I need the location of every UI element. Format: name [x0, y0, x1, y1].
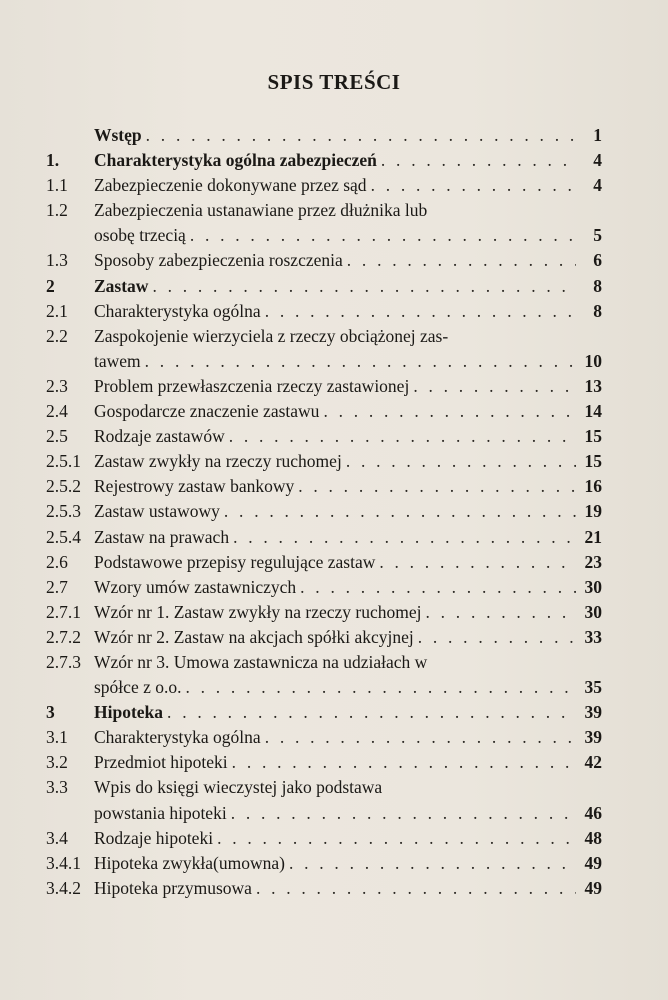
toc-entry-number: 2.7.3	[46, 651, 81, 672]
toc-entry-number: 3.4	[46, 827, 68, 848]
toc-entry-title: tawem	[94, 350, 141, 371]
toc-entry-number: 2.7	[46, 576, 68, 597]
dot-leader	[167, 700, 576, 725]
toc-entry-page-number: 48	[584, 827, 602, 848]
toc-entry-title-line1: Wpis do księgi wieczystej jako podstawa	[94, 777, 383, 798]
dot-leader	[323, 399, 576, 424]
dot-leader	[379, 550, 576, 575]
toc-entry-number: 3.4.1	[46, 852, 81, 873]
toc-entry-number: 3	[46, 702, 55, 723]
toc-entry-title: Hipoteka	[94, 702, 164, 723]
toc-entry-number: 1.1	[46, 175, 68, 196]
toc-entry	[46, 148, 602, 173]
toc-entry-number: 2.7.2	[46, 626, 81, 647]
toc-entry-title: spółce z o.o.	[94, 677, 182, 698]
toc-entry	[46, 499, 602, 524]
dot-leader	[145, 349, 576, 374]
toc-entry-page-number: 13	[584, 375, 602, 396]
toc-entry-number: 2.5.3	[46, 501, 81, 522]
toc-entry-title: Rodzaje zastawów	[94, 426, 225, 447]
toc-entry-page-number: 30	[584, 576, 602, 597]
toc-entry-number: 3.4.2	[46, 877, 81, 898]
toc-entry-number: 2.6	[46, 551, 68, 572]
toc-entry	[46, 525, 602, 550]
dot-leader	[233, 525, 576, 550]
dot-leader	[347, 248, 576, 273]
dot-leader	[289, 851, 576, 876]
dot-leader	[231, 801, 576, 826]
toc-entry-title: Wzór nr 1. Zastaw zwykły na rzeczy ruchomej	[94, 601, 422, 622]
toc-entry-title: osobę trzecią	[94, 225, 186, 246]
toc-entry	[46, 299, 602, 324]
toc-entry	[46, 374, 602, 399]
dot-leader	[190, 223, 576, 248]
dot-leader	[346, 449, 576, 474]
toc-entry-title: Charakterystyka ogólna	[94, 300, 261, 321]
toc-entry-title: Wzory umów zastawniczych	[94, 576, 297, 597]
toc-entry-page-number: 8	[593, 275, 602, 296]
toc-entry-title: Hipoteka zwykła(umowna)	[94, 852, 285, 873]
toc-entry	[46, 198, 602, 248]
toc-entry-page-number: 49	[584, 852, 602, 873]
toc-entry-page-number: 33	[584, 626, 602, 647]
dot-leader	[146, 123, 576, 148]
toc-entry-page-number: 8	[593, 300, 602, 321]
toc-entry	[46, 324, 602, 374]
toc-entry	[46, 123, 602, 148]
toc-entry-page-number: 39	[584, 702, 602, 723]
toc-entry	[46, 173, 602, 198]
toc-entry	[46, 550, 602, 575]
toc-entry-page-number: 39	[584, 727, 602, 748]
dot-leader	[152, 274, 576, 299]
toc-entry-title: Hipoteka przymusowa	[94, 877, 252, 898]
toc-entry-page-number: 49	[584, 877, 602, 898]
dot-leader	[217, 826, 576, 851]
toc-entry-number: 2.2	[46, 325, 68, 346]
toc-entry-page-number: 14	[584, 401, 602, 422]
toc-entry-title-line1: Zabezpieczenia ustanawiane przez dłużnika lub	[94, 200, 428, 221]
toc-entry	[46, 274, 602, 299]
dot-leader	[381, 148, 576, 173]
toc-entry-number: 1.2	[46, 200, 68, 221]
dot-leader	[185, 675, 576, 700]
toc-entry-number: 2.5.4	[46, 526, 81, 547]
toc-entry	[46, 575, 602, 600]
toc-entry-number: 3.2	[46, 752, 68, 773]
toc-entry-title: Wstęp	[94, 125, 142, 145]
toc-entry	[46, 750, 602, 775]
toc-entry	[46, 700, 602, 725]
toc-entry-page-number: 15	[584, 451, 602, 472]
toc-entry-page-number: 42	[584, 752, 602, 773]
dot-leader	[256, 876, 576, 901]
dot-leader	[418, 625, 576, 650]
toc-entry-title: Zastaw na prawach	[94, 526, 230, 547]
toc-entry-number: 3.1	[46, 727, 68, 748]
toc-entry-page-number: 10	[584, 350, 602, 371]
toc-entry-number: 3.3	[46, 777, 68, 798]
toc-entry	[46, 826, 602, 851]
toc-entry-page-number: 35	[584, 677, 602, 698]
table-of-contents	[46, 123, 602, 901]
toc-entry-title: Charakterystyka ogólna zabezpieczeń	[94, 150, 377, 171]
toc-entry	[46, 650, 602, 700]
toc-entry-title: powstania hipoteki	[94, 802, 227, 823]
toc-entry-title: Wzór nr 2. Zastaw na akcjach spółki akcyjnej	[94, 626, 414, 647]
toc-entry-title: Gospodarcze znaczenie zastawu	[94, 401, 320, 422]
toc-entry-title: Podstawowe przepisy regulujące zastaw	[94, 551, 376, 572]
toc-entry-title: Rejestrowy zastaw bankowy	[94, 476, 295, 497]
toc-entry-title: Zastaw	[94, 275, 149, 296]
toc-entry-number: 1.	[46, 150, 60, 171]
dot-leader	[426, 600, 577, 625]
toc-entry-page-number: 19	[584, 501, 602, 522]
toc-entry-number: 1.3	[46, 250, 68, 271]
dot-leader	[265, 725, 576, 750]
page-title: SPIS TREŚCI	[267, 70, 401, 94]
toc-entry-title: Zastaw ustawowy	[94, 501, 220, 522]
dot-leader	[224, 499, 576, 524]
toc-entry	[46, 600, 602, 625]
toc-entry-title: Sposoby zabezpieczenia roszczenia	[94, 250, 343, 271]
toc-entry-number: 2.5.2	[46, 476, 81, 497]
dot-leader	[300, 575, 576, 600]
toc-entry-number: 2.1	[46, 300, 68, 321]
dot-leader	[229, 424, 576, 449]
toc-entry-page-number: 30	[584, 601, 602, 622]
toc-entry	[46, 248, 602, 273]
toc-entry-page-number: 21	[584, 526, 602, 547]
toc-entry	[46, 725, 602, 750]
toc-entry-number: 2.5.1	[46, 451, 81, 472]
toc-entry-number: 2.7.1	[46, 601, 81, 622]
toc-entry	[46, 876, 602, 901]
toc-entry-number: 2.5	[46, 426, 68, 447]
toc-entry	[46, 424, 602, 449]
toc-entry-page-number: 23	[584, 551, 602, 572]
toc-entry-page-number: 46	[584, 802, 602, 823]
toc-entry-page-number: 4	[593, 150, 602, 171]
toc-entry-title: Charakterystyka ogólna	[94, 727, 261, 748]
dot-leader	[413, 374, 576, 399]
toc-entry	[46, 625, 602, 650]
toc-entry-title: Zabezpieczenie dokonywane przez sąd	[94, 175, 367, 196]
toc-entry-number: 2.3	[46, 375, 68, 396]
toc-entry	[46, 449, 602, 474]
toc-entry	[46, 399, 602, 424]
toc-entry-page-number: 6	[593, 250, 602, 271]
toc-entry	[46, 851, 602, 876]
toc-entry-page-number: 5	[593, 225, 602, 246]
toc-entry-page-number: 16	[584, 476, 602, 497]
toc-entry-title-line1: Zaspokojenie wierzyciela z rzeczy obciążonej zas-	[94, 325, 449, 346]
toc-entry-number: 2	[46, 275, 55, 296]
toc-entry-title-line1: Wzór nr 3. Umowa zastawnicza na udziałach w	[94, 651, 428, 672]
toc-entry-title: Rodzaje hipoteki	[94, 827, 214, 848]
toc-entry-title: Zastaw zwykły na rzeczy ruchomej	[94, 451, 342, 472]
toc-entry-title: Przedmiot hipoteki	[94, 752, 228, 773]
dot-leader	[371, 173, 576, 198]
toc-entry-title: Problem przewłaszczenia rzeczy zastawionej	[94, 375, 410, 396]
dot-leader	[298, 474, 576, 499]
dot-leader	[265, 299, 576, 324]
toc-entry	[46, 775, 602, 825]
toc-entry-page-number: 15	[584, 426, 602, 447]
dot-leader	[232, 750, 576, 775]
toc-entry-page-number: 1	[593, 125, 602, 145]
toc-entry	[46, 474, 602, 499]
toc-entry-page-number: 4	[593, 175, 602, 196]
toc-entry-number: 2.4	[46, 401, 68, 422]
